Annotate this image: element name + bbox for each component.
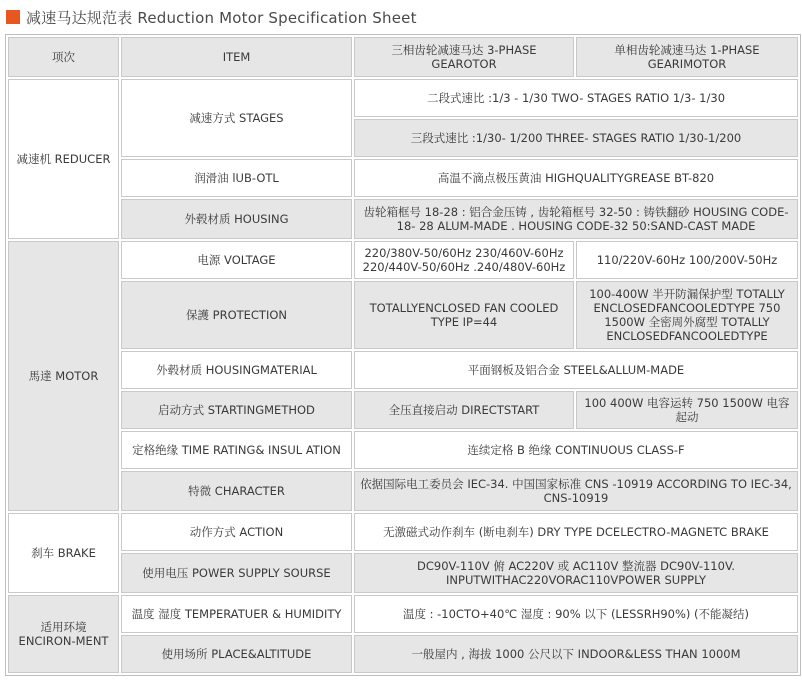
value-place-altitude: 一般屋内 , 海拔 1000 公尺以下 INDOOR&LESS THAN 1000M — [353, 634, 799, 674]
item-starting-method: 启动方式 STARTINGMETHOD — [120, 390, 353, 430]
value-stages-two: 二段式速比 :1/3 - 1/30 TWO- STAGES RATIO 1/3- 1/30 — [353, 78, 799, 118]
title-accent-square — [6, 10, 20, 24]
item-voltage: 电源 VOLTAGE — [120, 240, 353, 280]
value-housing: 齿轮箱框号 18-28 : 铝合金压铸 , 齿轮箱框号 32-50 : 铸铁翻砂 HOUSING CODE-18- 28 ALUM-MADE . HOUSING CODE-32 50:SAND-CAST MADE — [353, 198, 799, 240]
value-action: 无激磁式动作刹车 (断电刹车) DRY TYPE DCELECTRO-MAGNETC BRAKE — [353, 512, 799, 552]
table-row — [7, 470, 799, 512]
category-motor: 馬達 MOTOR — [7, 240, 120, 512]
category-brake: 刹车 BRAKE — [7, 512, 120, 594]
value-housing-material: 平面钢板及铝合金 STEEL&ALLUM-MADE — [353, 350, 799, 390]
value-starting-three: 全压直接启动 DIRECTSTART — [353, 390, 575, 430]
table-row — [7, 198, 799, 240]
table-row — [7, 552, 799, 594]
header-item: ITEM — [120, 36, 353, 78]
item-housing: 外毂材质 HOUSING — [120, 198, 353, 240]
value-lubricant: 高温不滴点极压黄油 HIGHQUALITYGREASE BT-820 — [353, 158, 799, 198]
item-stages: 减速方式 STAGES — [120, 78, 353, 158]
item-housing-material: 外毂材质 HOUSINGMATERIAL — [120, 350, 353, 390]
item-character: 特微 CHARACTER — [120, 470, 353, 512]
header-category: 项次 — [7, 36, 120, 78]
item-temperature-humidity: 温度 湿度 TEMPERATUER & HUMIDITY — [120, 594, 353, 634]
header-three-phase: 三相齿轮减速马达 3-PHASE GEAROTOR — [353, 36, 575, 78]
value-voltage-three: 220/380V-50/60Hz 230/460V-60Hz 220/440V-50/60Hz .240/480V-60Hz — [353, 240, 575, 280]
value-time-rating: 连续定格 B 绝缘 CONTINUOUS CLASS-F — [353, 430, 799, 470]
category-reducer: 减速机 REDUCER — [7, 78, 120, 240]
item-place-altitude: 使用场所 PLACE&ALTITUDE — [120, 634, 353, 674]
item-protection: 保護 PROTECTION — [120, 280, 353, 350]
item-action: 动作方式 ACTION — [120, 512, 353, 552]
page-title: 减速马达规范表 Reduction Motor Specification Sheet — [26, 8, 417, 27]
header-single-phase: 单相齿轮减速马达 1-PHASE GEARIMOTOR — [575, 36, 799, 78]
table-row — [7, 78, 799, 118]
item-lubricant: 润滑油 lUB-OTL — [120, 158, 353, 198]
table-row — [7, 350, 799, 390]
value-power-supply: DC90V-110V 俯 AC220V 或 AC110V 整流器 DC90V-110V. INPUTWITHAC220VORAC110VPOWER SUPPLY — [353, 552, 799, 594]
table-row — [7, 512, 799, 552]
value-temperature-humidity: 温度 : -10CTO+40℃ 湿度 : 90% 以下 (LESSRH90%) (不能凝结) — [353, 594, 799, 634]
value-protection-three: TOTALLYENCLOSED FAN COOLED TYPE IP=44 — [353, 280, 575, 350]
table-row — [7, 158, 799, 198]
value-starting-single: 100 400W 电容运转 750 1500W 电容起动 — [575, 390, 799, 430]
table-row — [7, 240, 799, 280]
item-power-supply: 使用电压 POWER SUPPLY SOURSE — [120, 552, 353, 594]
table-row — [7, 594, 799, 634]
item-time-rating: 定格绝缘 TIME RATING& INSUL ATION — [120, 430, 353, 470]
category-environment: 适用环境 ENCIRON-MENT — [7, 594, 120, 674]
table-header-row — [7, 36, 799, 78]
table-row — [7, 390, 799, 430]
specification-table — [6, 35, 800, 675]
value-stages-three: 三段式速比 :1/30- 1/200 THREE- STAGES RATIO 1/30-1/200 — [353, 118, 799, 158]
table-row — [7, 634, 799, 674]
value-character: 依据国际电工委员会 IEC-34. 中国国家标准 CNS -10919 ACCORDING TO IEC-34, CNS-10919 — [353, 470, 799, 512]
table-row — [7, 430, 799, 470]
value-voltage-single: 110/220V-60Hz 100/200V-50Hz — [575, 240, 799, 280]
value-protection-single: 100-400W 半开防漏保护型 TOTALLY ENCLOSEDFANCOOLEDTYPE 750 1500W 全密周外腐型 TOTALLY ENCLOSEDFANCOOLEDTYPE — [575, 280, 799, 350]
page-title-bar — [6, 6, 417, 28]
table-row — [7, 280, 799, 350]
